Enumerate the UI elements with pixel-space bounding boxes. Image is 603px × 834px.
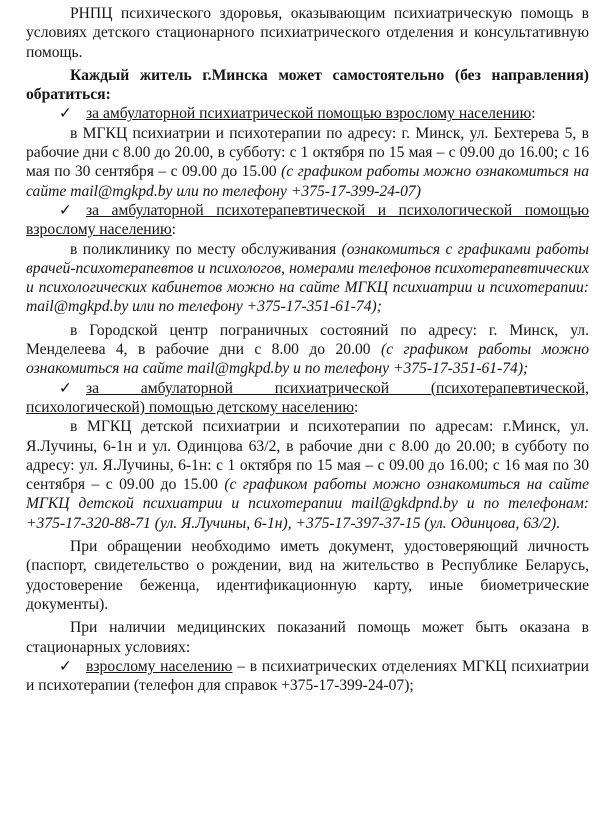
s1-body: в МГКЦ психиатрии и психотерапии по адресу: г. Минск, ул. Бехтерева 5, в рабочие дни с 8.00 до 20.00, в субботу: с 1 октября по 15 мая – с 09.00 до 16.00; с 16 мая по 30 сентября – с 09.00 до 15.00	[26, 124, 589, 181]
s2-p1-note: (ознакомиться с графиками работы врачей-психотерапевтов и психологов, номерами телефонов психотерапевтических и психологических кабинетов можно на сайте МГКЦ психиатрии и психотерапии: mail@mgkpd.by или по телефону +375-17-351-61-74);	[26, 240, 589, 316]
check-icon: ✓	[58, 201, 72, 219]
s3-note: (с графиком работы можно ознакомиться на сайте МГКЦ детской психиатрии и психотерапии mail@gkdpnd.by и по телефонам: +375-17-320-88-71 (ул. Я.Лучины, 6-1н), +375-17-397-37-15 (ул. Одинцова, 63/2).	[26, 476, 589, 532]
s3-body: в МГКЦ детской психиатрии и психотерапии по адресам: г.Минск, ул. Я.Лучины, 6-1н и ул. Одинцова 63/2, в рабочие дни с 8.00 до 20.00; в субботу по адресу: ул. Я.Лучины, 6-1н: с 1 октября по 15 мая – с 09.00 до 16.00; с 16 мая по 30 сентября – с 09.00 до 15.00	[26, 418, 589, 494]
s3-paragraph	[26, 417, 589, 533]
check-icon: ✓	[58, 105, 72, 123]
documents-paragraph: При обращении необходимо иметь документ, удостоверяющий личность (паспорт, свидетельство о рождении, вид на жительство в Республике Беларусь, удостоверение беженца, идентификационную карту, иные биометрические документы).	[26, 538, 589, 613]
s4-paragraph	[26, 657, 589, 696]
s2-p2-note: (с графиком работы можно ознакомиться на сайте mail@mgkpd.by и по телефону +375-17-351-61-74);	[26, 341, 589, 378]
s1-title-line	[26, 104, 589, 123]
s1-paragraph	[26, 124, 589, 201]
intro-paragraph: РНПЦ психического здоровья, оказывающим психиатрическую помощь в условиях детского стационарного психиатрического отделения и консультативную помощь.	[26, 5, 589, 61]
s1-colon: :	[531, 105, 536, 123]
s2-title: за амбулаторной психотерапевтической и психологической помощью взрослому населению	[26, 201, 589, 239]
s1-title: за амбулаторной психиатрической помощью взрослому населению	[86, 105, 532, 123]
s4-title: взрослому населению	[86, 657, 233, 675]
s3-title-line	[26, 379, 589, 418]
s3-colon: :	[353, 398, 359, 416]
s2-p2-body: в Городской центр пограничных состояний по адресу: г. Минск, ул. Менделеева 4, в рабочие дни с 8.00 до 20.00	[26, 321, 589, 359]
stationary-paragraph: При наличии медицинских показаний помощь может быть оказана в стационарных условиях:	[26, 619, 589, 656]
s3-title: за амбулаторной психиатрической (психотерапевтической, психологической) помощью детскому населению	[26, 379, 589, 416]
s2-title-line	[26, 201, 589, 240]
check-icon: ✓	[58, 379, 72, 397]
check-icon: ✓	[58, 657, 72, 675]
s2-p1-body: в поликлинику по месту обслуживания	[70, 240, 342, 258]
s2-paragraph-2	[26, 321, 589, 379]
s4-body: – в психиатрических отделениях МГКЦ психиатрии и психотерапии (телефон для справок +375-17-399-24-07);	[26, 657, 590, 695]
s1-note: (с графиком работы можно ознакомиться на сайте mail@mgkpd.by или по телефону +375-17-399-24-07)	[26, 163, 589, 200]
section-heading: Каждый житель г.Минска может самостоятельно (без направления) обратиться:	[26, 66, 589, 104]
s2-paragraph-1	[26, 240, 589, 317]
s2-colon: :	[171, 221, 176, 239]
